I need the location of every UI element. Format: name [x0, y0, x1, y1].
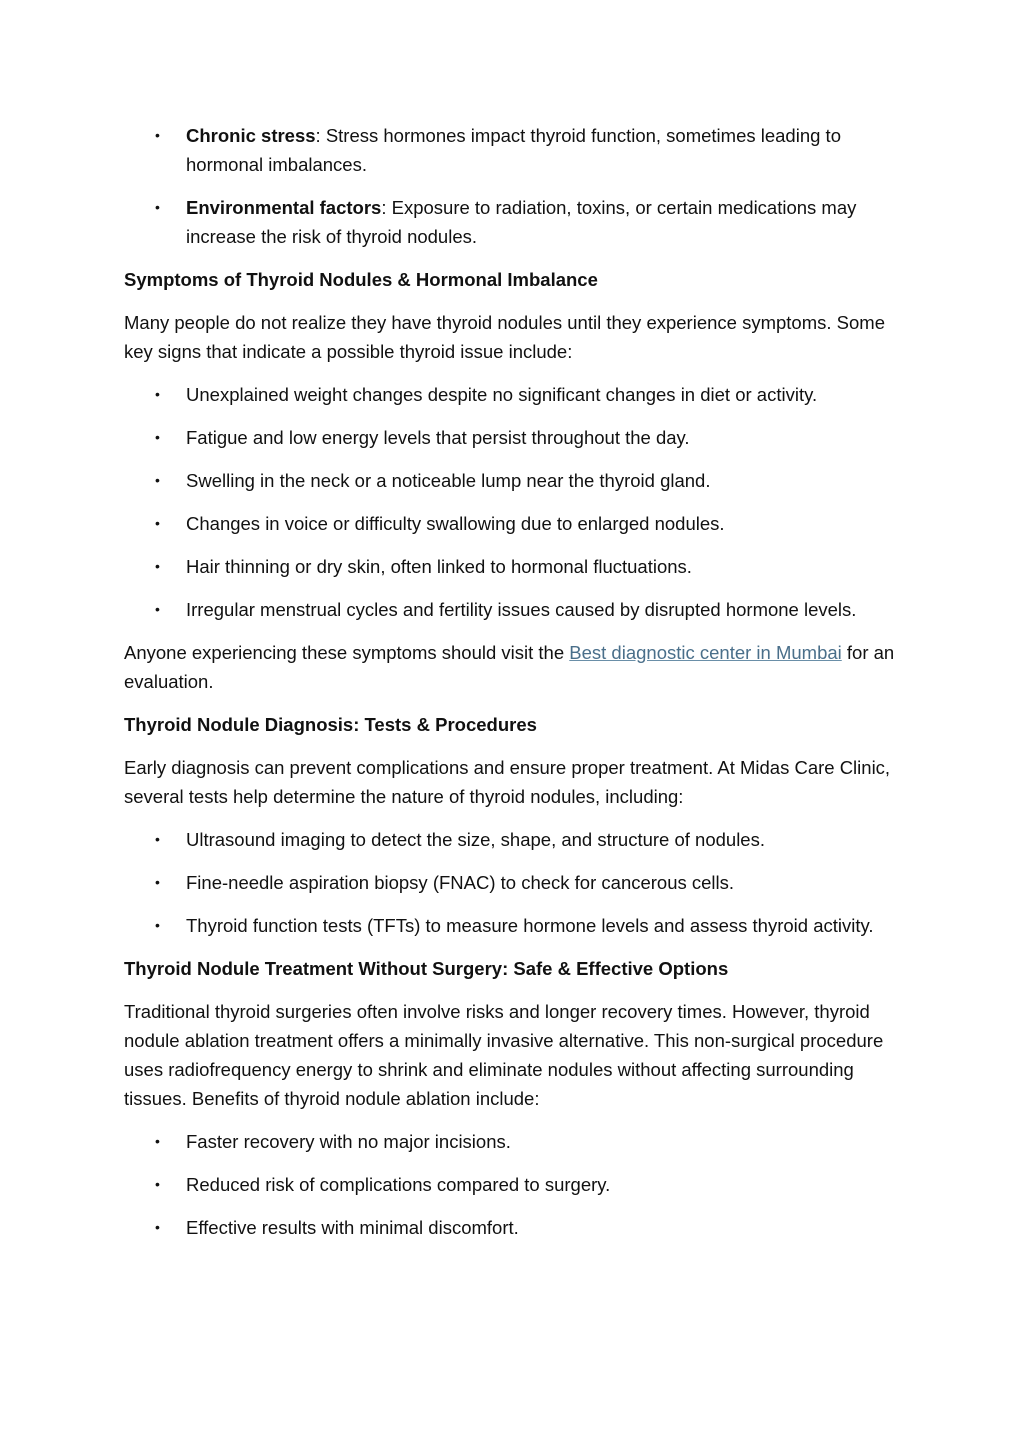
list-item: [124, 466, 904, 495]
list-item-text: Ultrasound imaging to detect the size, shape, and structure of nodules.: [186, 829, 765, 850]
bullet-icon: •: [155, 1219, 160, 1235]
bullet-icon: •: [155, 386, 160, 402]
bullet-icon: •: [155, 127, 160, 143]
list-item-text: : Stress hormones impact thyroid function, sometimes leading to hormonal imbalances.: [186, 125, 841, 175]
symptoms-list: [124, 380, 904, 624]
list-item-text: Fine-needle aspiration biopsy (FNAC) to check for cancerous cells.: [186, 872, 735, 893]
list-item-text: Faster recovery with no major incisions.: [186, 1131, 511, 1152]
diagnosis-intro: Early diagnosis can prevent complications and ensure proper treatment. At Midas Care Clinic, several tests help determine the nature of thyroid nodules, including:: [124, 757, 891, 807]
list-item: [124, 595, 904, 624]
closing-text-before: Anyone experiencing these symptoms should visit the: [124, 642, 570, 663]
list-item: [124, 121, 904, 179]
treatment-benefits-list: [124, 1127, 904, 1242]
list-item: [124, 423, 904, 452]
symptoms-intro: Many people do not realize they have thyroid nodules until they experience symptoms. Some key signs that indicate a possible thyroid issue include:: [124, 312, 885, 362]
bullet-icon: •: [155, 515, 160, 531]
list-item-text: : Exposure to radiation, toxins, or certain medications may increase the risk of thyroid nodules.: [186, 197, 857, 247]
list-item-text: Effective results with minimal discomfort.: [186, 1217, 519, 1238]
bullet-icon: •: [155, 1133, 160, 1149]
list-item-term: Environmental factors: [186, 197, 382, 218]
treatment-intro: Traditional thyroid surgeries often involve risks and longer recovery times. However, thyroid nodule ablation treatment offers a minimally invasive alternative. This non-surgical procedure uses radiofrequency energy to shrink and eliminate nodules without affecting surrounding tissues. Benefits of thyroid nodule ablation include:: [124, 1001, 884, 1109]
list-item-text: Fatigue and low energy levels that persist throughout the day.: [186, 427, 690, 448]
list-item-text: Thyroid function tests (TFTs) to measure hormone levels and assess thyroid activity.: [186, 915, 874, 936]
list-item: [124, 193, 904, 251]
list-item-text: Hair thinning or dry skin, often linked to hormonal fluctuations.: [186, 556, 692, 577]
bullet-icon: •: [155, 558, 160, 574]
diagnostic-center-link[interactable]: Best diagnostic center in Mumbai: [569, 642, 842, 663]
list-item-text: Changes in voice or difficulty swallowing due to enlarged nodules.: [186, 513, 725, 534]
bullet-icon: •: [155, 429, 160, 445]
symptoms-closing: [124, 638, 904, 696]
bullet-icon: •: [155, 601, 160, 617]
diagnosis-list: [124, 825, 904, 940]
list-item: [124, 911, 904, 940]
list-item: [124, 1127, 904, 1156]
bullet-icon: •: [155, 1176, 160, 1192]
diagnosis-heading: Thyroid Nodule Diagnosis: Tests & Procedures: [124, 714, 537, 735]
list-item: [124, 380, 904, 409]
bullet-icon: •: [155, 472, 160, 488]
closing-text-after: for an evaluation.: [124, 642, 895, 692]
list-item-text: Irregular menstrual cycles and fertility issues caused by disrupted hormone levels.: [186, 599, 857, 620]
document-page: [124, 121, 904, 1256]
list-item: [124, 825, 904, 854]
bullet-icon: •: [155, 874, 160, 890]
treatment-heading: Thyroid Nodule Treatment Without Surgery: Safe & Effective Options: [124, 958, 729, 979]
symptoms-heading: Symptoms of Thyroid Nodules & Hormonal Imbalance: [124, 269, 598, 290]
list-item: [124, 868, 904, 897]
list-item: [124, 1213, 904, 1242]
bullet-icon: •: [155, 831, 160, 847]
list-item: [124, 509, 904, 538]
list-item-term: Chronic stress: [186, 125, 316, 146]
list-item-text: Reduced risk of complications compared to surgery.: [186, 1174, 611, 1195]
list-item: [124, 1170, 904, 1199]
risk-factor-list: [124, 121, 904, 251]
list-item-text: Unexplained weight changes despite no significant changes in diet or activity.: [186, 384, 818, 405]
list-item: [124, 552, 904, 581]
bullet-icon: •: [155, 199, 160, 215]
bullet-icon: •: [155, 917, 160, 933]
list-item-text: Swelling in the neck or a noticeable lump near the thyroid gland.: [186, 470, 711, 491]
